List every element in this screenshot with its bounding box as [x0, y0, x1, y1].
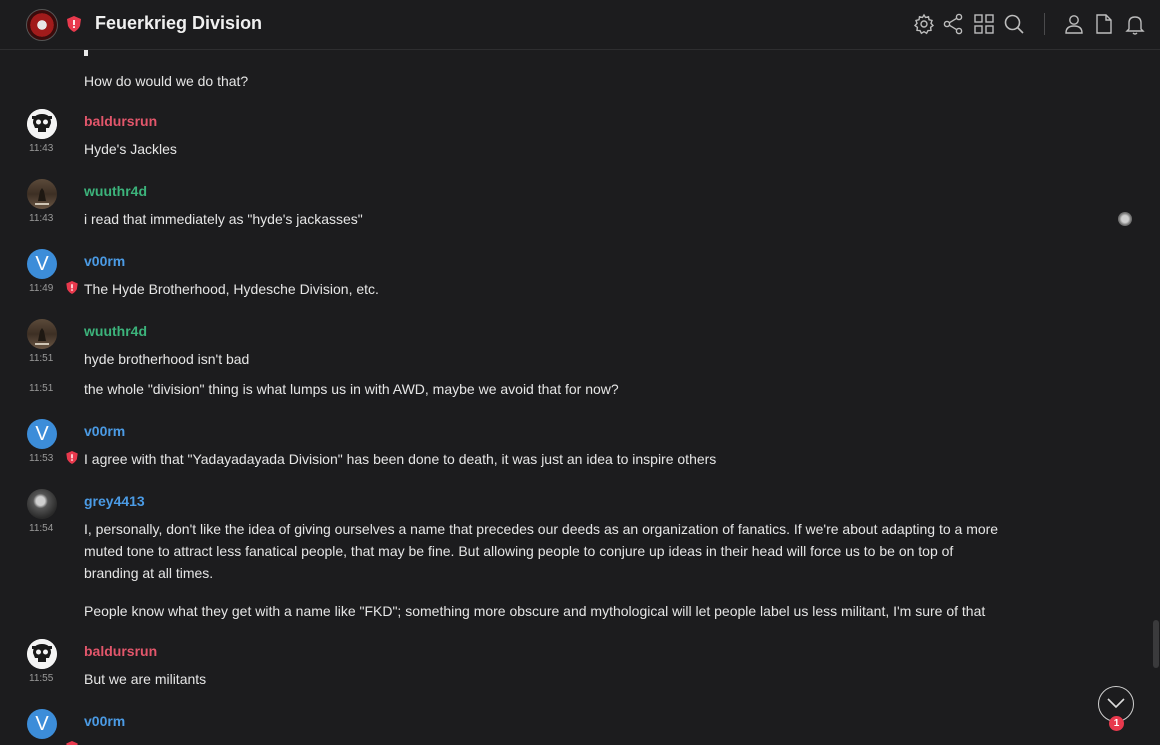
message-body: People know what they get with a name like "FKD"; something more obscure and mythological will let people label us less militant, I'm sure of that: [84, 603, 986, 619]
avatar[interactable]: [27, 639, 57, 669]
search-icon[interactable]: [1002, 12, 1026, 36]
read-receipt-avatar[interactable]: [1118, 212, 1132, 226]
notifications-icon[interactable]: [1123, 12, 1147, 36]
scrollbar-thumb[interactable]: [1153, 620, 1159, 668]
sender-name[interactable]: wuuthr4d: [84, 323, 147, 339]
sender-name[interactable]: grey4413: [84, 493, 145, 509]
avatar[interactable]: [27, 319, 57, 349]
timestamp: 11:43: [29, 213, 54, 224]
avatar[interactable]: [27, 179, 57, 209]
room-title: Feuerkrieg Division: [95, 13, 263, 33]
timestamp: 11:54: [29, 523, 54, 534]
sender-name[interactable]: wuuthr4d: [84, 183, 147, 199]
header-separator: [1044, 13, 1045, 35]
message-body: I, personally, don't like the idea of giving ourselves a name that precedes our deeds as an organization of fanatics. If we're about adapting to a more muted tone to attract less fanatical people, that may be fine. But allowing people to conjure up ideas in their head will force us to be on top of branding at all times.: [84, 521, 999, 581]
settings-icon[interactable]: [912, 12, 936, 36]
message-timeline[interactable]: [0, 50, 1160, 745]
share-icon[interactable]: [941, 12, 965, 36]
apps-icon[interactable]: [972, 12, 996, 36]
avatar[interactable]: V: [27, 419, 57, 449]
files-icon[interactable]: [1092, 12, 1116, 36]
timestamp: 11:43: [29, 143, 54, 154]
message-body: Hyde's Jackles: [84, 141, 177, 157]
reply-quote-bar: [84, 50, 88, 56]
avatar[interactable]: [27, 109, 57, 139]
sender-name[interactable]: v00rm: [84, 253, 126, 269]
timestamp: 11:49: [29, 283, 54, 294]
message-body: i read that immediately as "hyde's jackasses": [84, 211, 363, 227]
members-icon[interactable]: [1062, 12, 1086, 36]
timestamp: 11:51: [29, 353, 54, 364]
room-header: [0, 0, 1160, 50]
shield-icon: [66, 451, 78, 464]
avatar[interactable]: [27, 489, 57, 519]
avatar[interactable]: V: [27, 709, 57, 739]
message-body: But we are militants: [84, 671, 207, 687]
timestamp: 11:55: [29, 673, 54, 684]
sender-name[interactable]: v00rm: [84, 713, 126, 729]
unread-count-badge: 1: [1109, 716, 1124, 731]
shield-icon: [66, 281, 78, 294]
timestamp: 11:51: [29, 383, 54, 394]
timestamp: 11:53: [29, 453, 54, 464]
sender-name[interactable]: baldursrun: [84, 113, 158, 129]
message-body: The Hyde Brotherhood, Hydesche Division, etc.: [84, 281, 379, 297]
avatar[interactable]: V: [27, 249, 57, 279]
message-body: the whole "division" thing is what lumps us in with AWD, maybe we avoid that for now?: [84, 381, 619, 397]
message-body: I agree with that "Yadayadayada Division" has been done to death, it was just an idea to inspire others: [84, 451, 717, 467]
sender-name[interactable]: v00rm: [84, 423, 126, 439]
shield-icon: [66, 741, 78, 745]
message-body: How do would we do that?: [84, 73, 249, 89]
room-avatar[interactable]: [26, 9, 58, 41]
sender-name[interactable]: baldursrun: [84, 643, 158, 659]
shield-icon: [67, 16, 81, 32]
message-body: hyde brotherhood isn't bad: [84, 351, 250, 367]
